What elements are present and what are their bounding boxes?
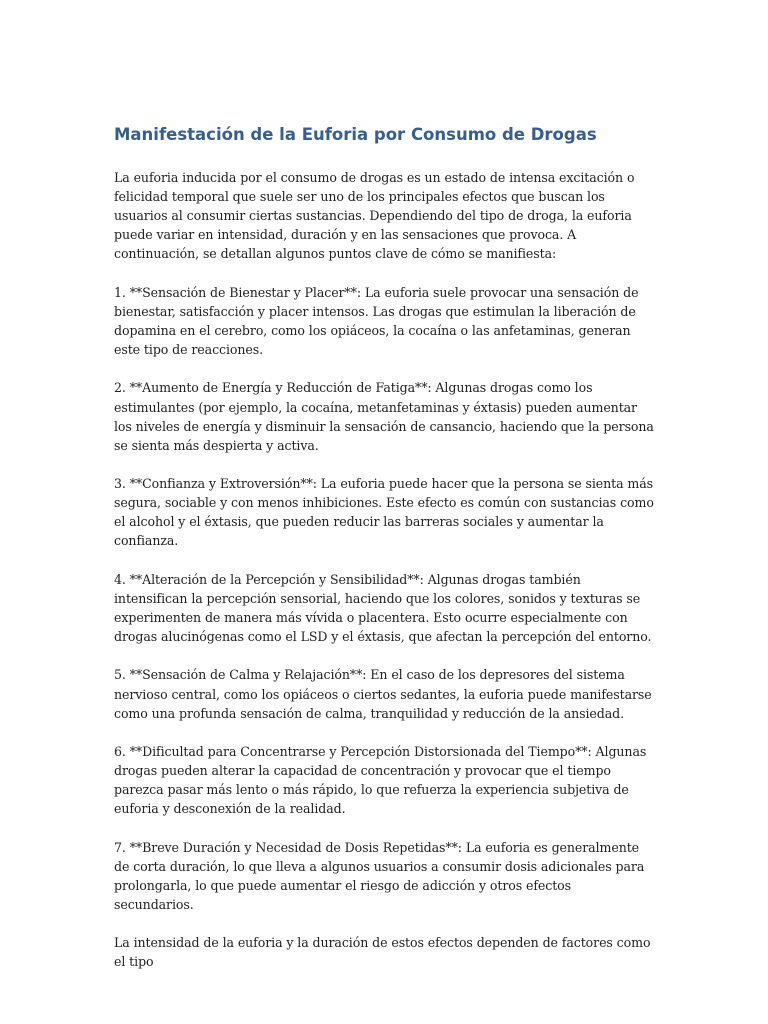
point-6-paragraph: 6. **Dificultad para Concentrarse y Percepción Distorsionada del Tiempo**: Algunas drogas pueden alterar la capacidad de concentración y provocar que el tiempo parezca pasar más lento o más rápido, lo que refuerza la experiencia subjetiva de euforia y desconexión de la realidad. <box>114 744 647 817</box>
point-2-paragraph: 2. **Aumento de Energía y Reducción de Fatiga**: Algunas drogas como los estimulantes (por ejemplo, la cocaína, metanfetaminas y éxtasis) pueden aumentar los niveles de energía y disminuir la sensación de cansancio, haciendo que la persona se sienta más despierta y activa. <box>114 380 654 453</box>
point-1-paragraph: 1. **Sensación de Bienestar y Placer**: La euforia suele provocar una sensación de bienestar, satisfacción y placer intensos. Las drogas que estimulan la liberación de dopamina en el cerebro, como los opiáceos, la cocaína o las anfetaminas, generan este tipo de reacciones. <box>114 284 639 358</box>
document-title: Manifestación de la Euforia por Consumo de Drogas <box>114 125 597 144</box>
closing-paragraph: La intensidad de la euforia y la duración de estos efectos dependen de factores como el tipo <box>114 935 651 970</box>
intro-paragraph: La euforia inducida por el consumo de drogas es un estado de intensa excitación o felicidad temporal que suele ser uno de los principales efectos que buscan los usuarios al consumir ciertas sustancias. Dependiendo del tipo de droga, la euforia puede variar en intensidad, duración y en las sensaciones que provoca. A continuación, se detallan algunos puntos clave de cómo se manifiesta: <box>114 170 635 262</box>
point-4-paragraph: 4. **Alteración de la Percepción y Sensibilidad**: Algunas drogas también intensifican la percepción sensorial, haciendo que los colores, sonidos y texturas se experimenten de manera más vívida o placentera. Esto ocurre especialmente con drogas alucinógenas como el LSD y el éxtasis, que afectan la percepción del entorno. <box>114 571 652 645</box>
document-body <box>114 124 654 991</box>
point-3-paragraph: 3. **Confianza y Extroversión**: La euforia puede hacer que la persona se sienta más segura, sociable y con menos inhibiciones. Este efecto es común con sustancias como el alcohol y el éxtasis, que pueden reducir las barreras sociales y aumentar la confianza. <box>114 476 654 549</box>
point-7-paragraph: 7. **Breve Duración y Necesidad de Dosis Repetidas**: La euforia es generalmente de corta duración, lo que lleva a algunos usuarios a consumir dosis adicionales para prolongarla, lo que puede aumentar el riesgo de adicción y otros efectos secundarios. <box>114 839 645 912</box>
point-5-paragraph: 5. **Sensación de Calma y Relajación**: En el caso de los depresores del sistema nervioso central, como los opiáceos o ciertos sedantes, la euforia puede manifestarse como una profunda sensación de calma, tranquilidad y reducción de la ansiedad. <box>114 667 652 721</box>
